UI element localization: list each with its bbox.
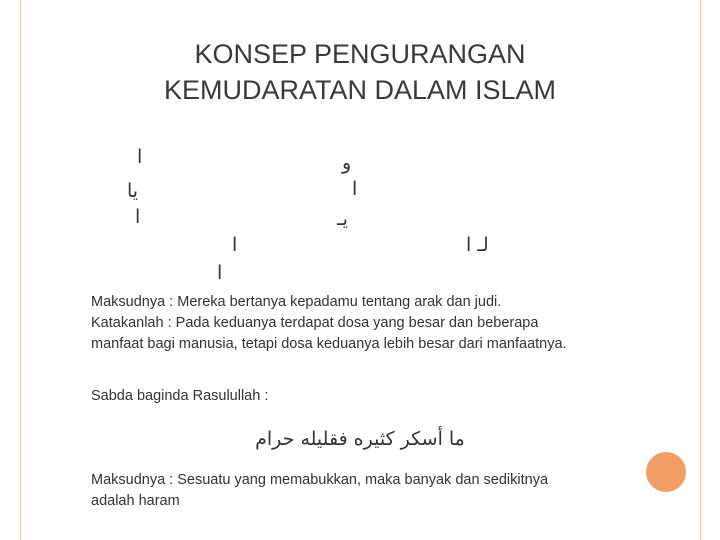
- hadith-meaning: [91, 470, 651, 512]
- frame-line-left: [20, 0, 21, 540]
- hadith-meaning-line-1: Maksudnya : Sesuatu yang memabukkan, maka banyak dan sedikitnya: [91, 472, 549, 488]
- sabda-heading: Sabda baginda Rasulullah :: [91, 388, 269, 404]
- arabic-fragment: ا: [137, 146, 143, 168]
- arabic-fragment: ا: [135, 206, 141, 228]
- hadith-meaning-line-2: adalah haram: [91, 493, 180, 509]
- arabic-fragment: لـ ا: [466, 234, 489, 256]
- slide-title: [100, 36, 620, 108]
- quran-meaning-line-3: manfaat bagi manusia, tetapi dosa keduanya lebih besar dari manfaatnya.: [91, 336, 567, 352]
- arabic-fragment: ا: [232, 234, 238, 256]
- quran-meaning: [91, 292, 651, 355]
- hadith-arabic: ما أسكر كثيره فقليله حرام: [255, 428, 465, 450]
- decorative-circle: [646, 452, 686, 492]
- quran-meaning-line-1: Maksudnya : Mereka bertanya kepadamu tentang arak dan judi.: [91, 294, 502, 310]
- arabic-fragment: ا: [217, 262, 223, 284]
- frame-line-right: [700, 0, 701, 540]
- title-line-1: KONSEP PENGURANGAN: [194, 39, 526, 69]
- arabic-fragment: و: [342, 152, 352, 174]
- quran-meaning-line-2: Katakanlah : Pada keduanya terdapat dosa yang besar dan beberapa: [91, 315, 539, 331]
- arabic-fragment: ا: [352, 178, 358, 200]
- arabic-fragment: يا: [127, 180, 139, 202]
- title-line-2: KEMUDARATAN DALAM ISLAM: [163, 75, 557, 105]
- arabic-fragment: يـ: [337, 208, 348, 230]
